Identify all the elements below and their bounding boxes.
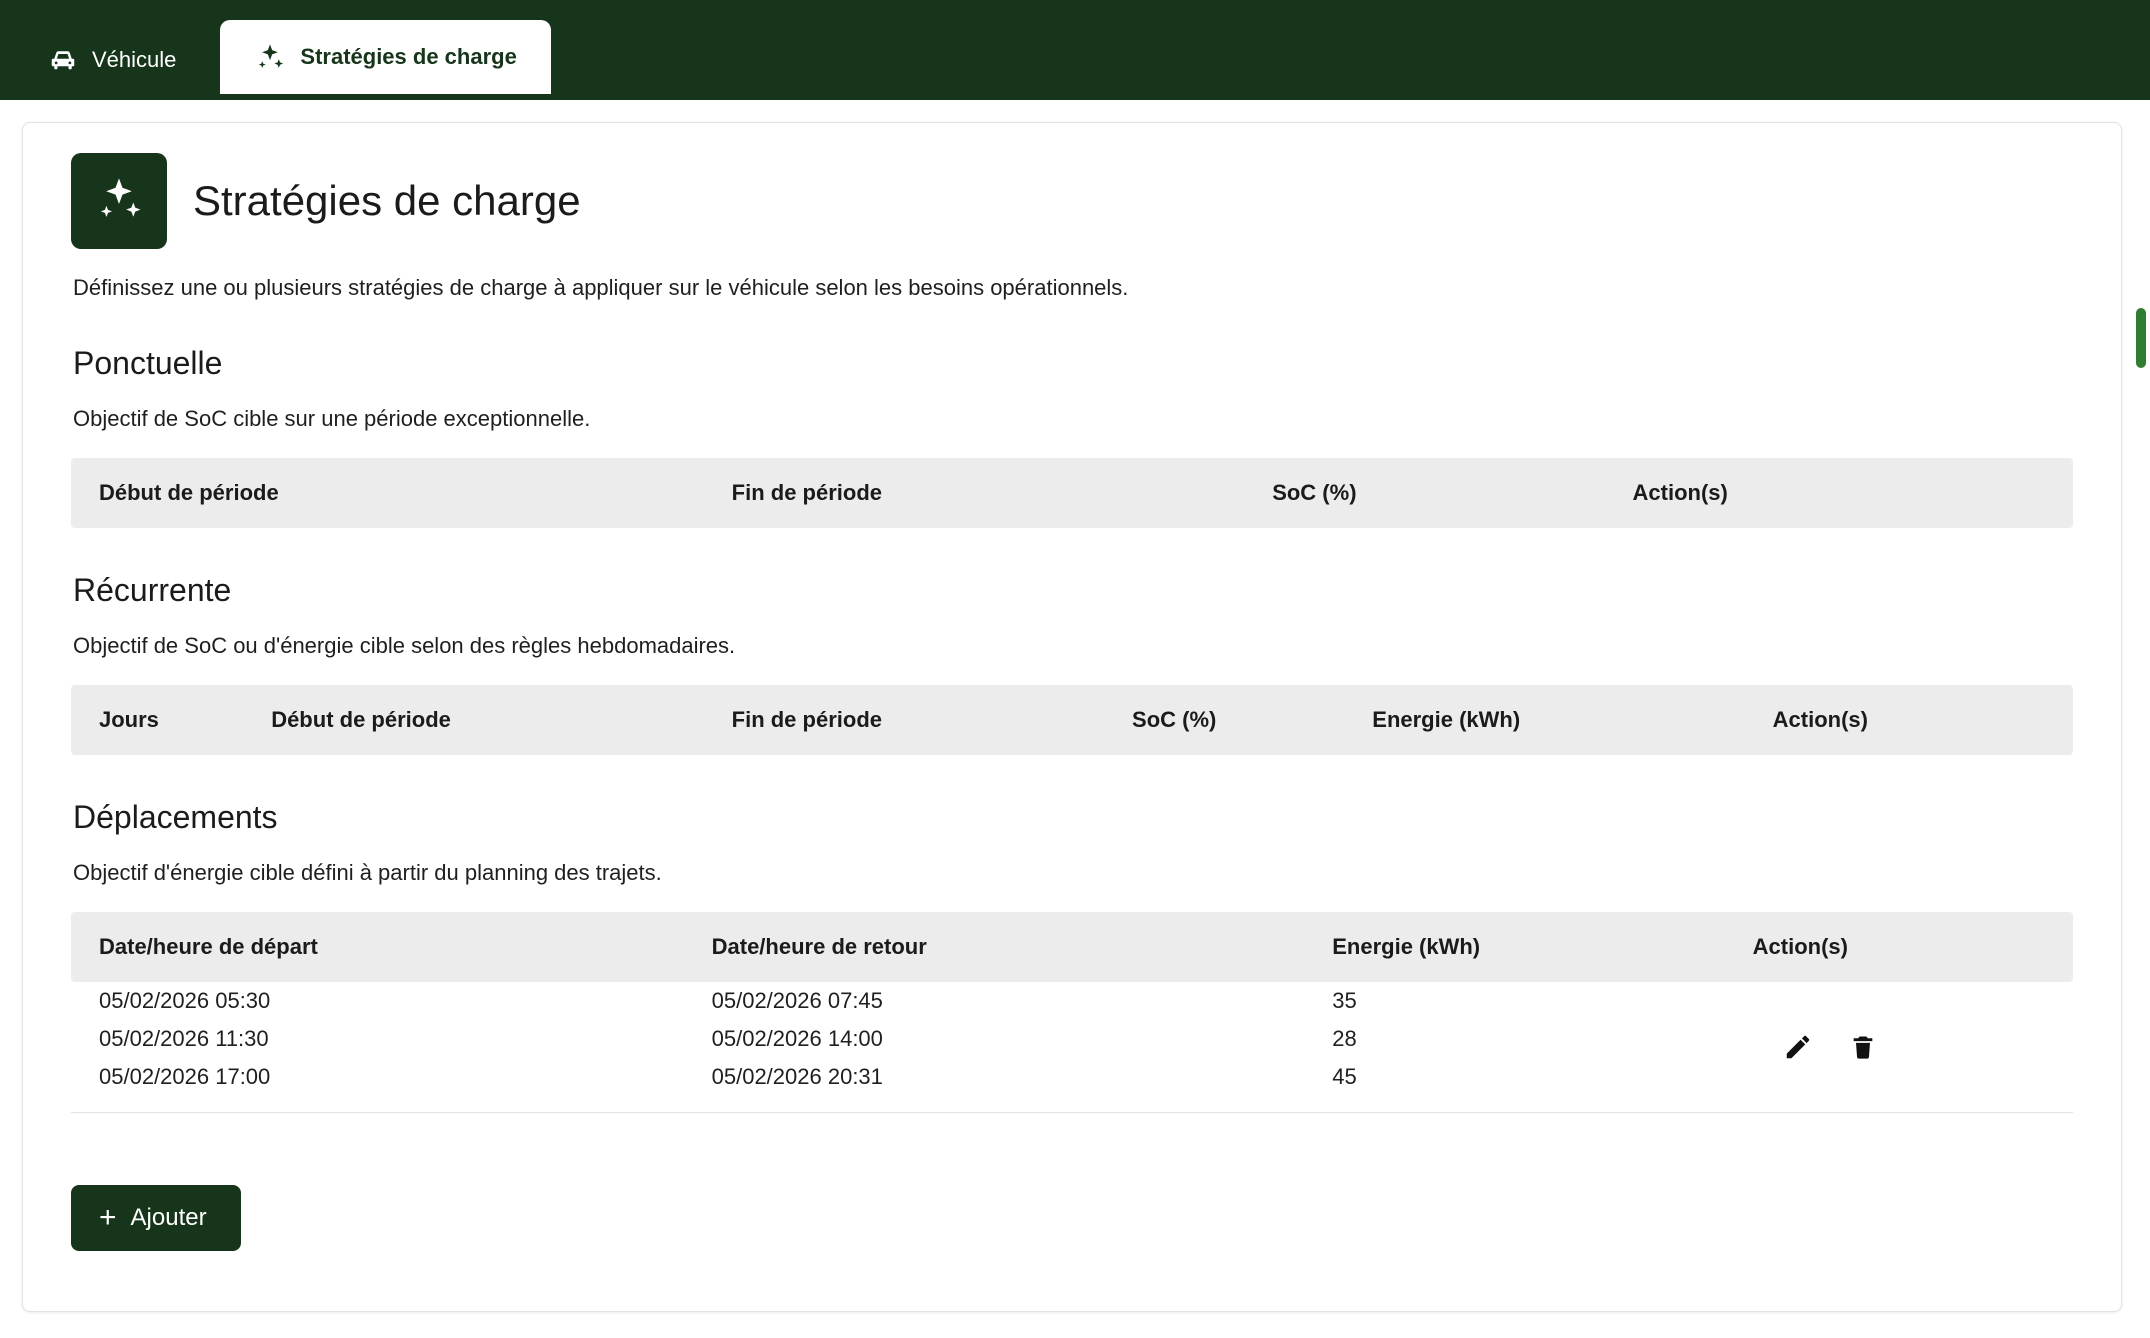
column-header-actions: Action(s) (1633, 458, 2073, 528)
cell-energie: 28 (1332, 1026, 1357, 1051)
table-ponctuelle (71, 458, 2073, 528)
sparkles-icon (254, 41, 286, 73)
tab-strategies-de-charge[interactable] (220, 20, 550, 94)
column-header-date-depart: Date/heure de départ (71, 912, 712, 982)
cell-date-retour: 05/02/2026 14:00 (711, 1026, 883, 1051)
table-header-row (71, 685, 2073, 755)
table-header-row (71, 912, 2073, 982)
table-body-deplacements (71, 982, 2073, 1113)
page-title: Stratégies de charge (193, 177, 581, 224)
cell-energie: 35 (1332, 988, 1357, 1013)
section-title-ponctuelle: Ponctuelle (73, 345, 223, 381)
car-icon (48, 45, 78, 75)
column-header-fin-periode: Fin de période (732, 458, 1273, 528)
page-intro-text: Définissez une ou plusieurs stratégies de charge à appliquer sur le véhicule selon les besoins opérationnels. (73, 275, 1129, 300)
column-header-soc: SoC (%) (1272, 458, 1632, 528)
section-title-recurrente: Récurrente (73, 572, 232, 608)
column-header-actions: Action(s) (1773, 685, 2073, 755)
top-navigation-bar (0, 0, 2150, 100)
delete-icon[interactable] (1849, 1032, 1877, 1062)
section-desc-ponctuelle: Objectif de SoC cible sur une période exceptionnelle. (73, 406, 591, 431)
column-header-actions: Action(s) (1753, 912, 2073, 982)
column-header-soc: SoC (%) (1132, 685, 1372, 755)
table-recurrente (71, 685, 2073, 755)
page-header (71, 153, 2073, 249)
column-header-fin-periode: Fin de période (732, 685, 1132, 755)
table-deplacements (71, 912, 2073, 1113)
cell-date-depart: 05/02/2026 11:30 (99, 1026, 269, 1051)
cell-date-depart: 05/02/2026 05:30 (99, 988, 271, 1013)
tab-vehicule-label: Véhicule (92, 47, 177, 72)
plus-icon: + (99, 1201, 117, 1234)
page-container (0, 122, 2150, 1312)
column-header-debut-periode: Début de période (271, 685, 731, 755)
add-button[interactable] (71, 1185, 241, 1251)
cell-actions (1753, 982, 2073, 1113)
column-header-energie: Energie (kWh) (1332, 912, 1752, 982)
page-title-badge (71, 153, 167, 249)
column-header-jours: Jours (71, 685, 271, 755)
column-header-debut-periode: Début de période (71, 458, 732, 528)
column-header-energie: Energie (kWh) (1372, 685, 1772, 755)
section-title-deplacements: Déplacements (73, 799, 278, 835)
sparkles-icon (93, 173, 145, 230)
section-desc-recurrente: Objectif de SoC ou d'énergie cible selon des règles hebdomadaires. (73, 633, 736, 658)
strategies-card (22, 122, 2122, 1312)
cell-date-retour: 05/02/2026 07:45 (711, 988, 883, 1013)
column-header-date-retour: Date/heure de retour (712, 912, 1333, 982)
add-button-label: Ajouter (130, 1204, 207, 1231)
tab-vehicule[interactable] (22, 26, 202, 94)
tab-strategies-label: Stratégies de charge (300, 44, 517, 69)
section-desc-deplacements: Objectif d'énergie cible défini à partir du planning des trajets. (73, 860, 662, 885)
edit-icon[interactable] (1783, 1032, 1813, 1062)
table-header-row (71, 458, 2073, 528)
cell-date-retour: 05/02/2026 20:31 (711, 1064, 883, 1089)
vertical-scrollbar-thumb[interactable] (2136, 308, 2146, 368)
table-row[interactable] (71, 982, 2073, 1020)
cell-date-depart: 05/02/2026 17:00 (99, 1064, 271, 1089)
cell-energie: 45 (1332, 1064, 1357, 1089)
